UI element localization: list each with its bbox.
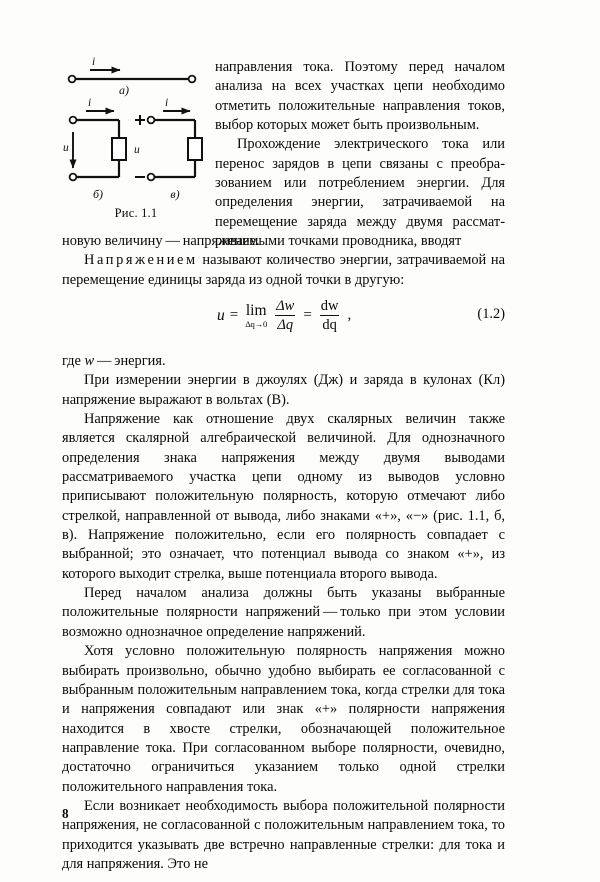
label-part-b: б): [92, 187, 104, 201]
fraction-denominator: Δq: [277, 317, 294, 334]
circuit-diagram-svg: [62, 52, 210, 204]
where-suffix: — энергия.: [94, 353, 166, 369]
paragraph-continuation: новую величину — напряжение.: [62, 233, 260, 249]
paragraph: При измерении энергии в джоулях (Дж) и заряда в кулонах (Кл) напряжение выражают в вольтах (В).: [62, 372, 505, 408]
resistor-b: [112, 138, 126, 160]
label-part-v: в): [170, 187, 180, 201]
equation-number: (1.2): [477, 306, 505, 322]
equals-sign: =: [229, 307, 239, 324]
resistor-v: [188, 138, 202, 160]
label-current-a: i: [92, 56, 96, 68]
paragraph-where: [62, 352, 505, 371]
paragraph: Напряжение как отношение двух скалярных величин также является скалярной алгебраической величиной. Для однозначного определения знака напряжения между двумя выводами рассматриваемого участка цепи одному из выводов условно приписывают положительную полярность, которую отмечают либо стрелкой, направленной от вывода, либо знаками «+», «−» (рис. 1.1, б, в). Напряжение положительно, если его полярность совпадает с выбранной; это означает, что потенциал вывода со знаком «+», из которого выходит стрелка, выше потенциала второго вывода.: [62, 411, 505, 582]
fraction-numerator: dw: [320, 298, 339, 314]
where-prefix: где: [62, 353, 85, 369]
equation-1-2: [217, 298, 353, 333]
fraction-delta: [274, 298, 296, 333]
label-voltage-b: u: [63, 142, 69, 154]
fraction-numerator: Δw: [276, 298, 295, 314]
paragraph: Прохождение электрического тока или перенос зарядов в цепи связаны с преобразованием или потреблением энергии. Для определения энергии, затрачиваемой на перемещение заряда между двумя рассматриваемыми точками проводника, вводят: [215, 136, 505, 250]
label-current-b: i: [88, 97, 92, 109]
label-part-a: а): [119, 83, 129, 97]
text-column-full-bottom: [62, 352, 505, 874]
paragraph: направления тока. Поэтому перед началом анализа на всех участках цепи необходимо отметить положительные направления токов, выбор которых может быть произвольным.: [215, 59, 505, 134]
definition-rest: называют количество энергии, затрачиваемой на перемещение единицы заряда из одной точки в другую:: [62, 252, 505, 288]
limit-operator: [245, 303, 267, 328]
figure-part-a: [69, 56, 196, 97]
paragraph: Если возникает необходимость выбора положительной полярности напряжения, не согласованной с положительным направлением тока, то приходится указывать две встречно направленные стрелки: для тока и для напряжения. Это не: [62, 797, 505, 872]
fraction-denominator: dq: [322, 317, 337, 334]
limit-subscript: Δq→0: [245, 318, 268, 329]
figure-part-v: [134, 97, 202, 201]
fraction-differential: [319, 298, 341, 333]
trailing-comma: ,: [347, 307, 352, 324]
equation-lhs: u: [217, 306, 225, 324]
paragraph: Перед началом анализа должны быть указаны выбранные положительные полярности напряжений — только при этом условии возможно однозначное определение напряжений.: [62, 585, 505, 640]
equation-row: [62, 298, 505, 344]
label-voltage-v: u: [134, 144, 140, 156]
figure-part-b: [63, 97, 126, 201]
where-variable: w: [84, 353, 95, 369]
equals-sign-2: =: [303, 307, 312, 324]
paragraph-definition: [62, 251, 505, 290]
plus-sign-icon: [135, 115, 145, 125]
defined-term: Напряжением: [84, 252, 198, 269]
paragraph: Хотя условно положительную полярность напряжения можно выбирать произвольно, обычно удобно выбирать ее согласованной с выбранным положительным направлением тока, когда стрелки для тока и напряжения совпадают или знак «+» полярности напряжения находится в хвосте стрелки, обозначающей положительное направление тока. При согласованном выборе полярности, очевидно, достаточно ограничиться указанием только одной стрелки положительного направления тока.: [62, 643, 505, 795]
text-column-full-top: [62, 232, 505, 290]
label-current-v: i: [165, 97, 169, 109]
limit-label: lim: [245, 302, 267, 320]
figure-caption: Рис. 1.1: [114, 206, 158, 220]
page-number: 8: [62, 806, 69, 821]
text-column-right: [215, 58, 505, 251]
figure-1-1: [62, 52, 210, 221]
